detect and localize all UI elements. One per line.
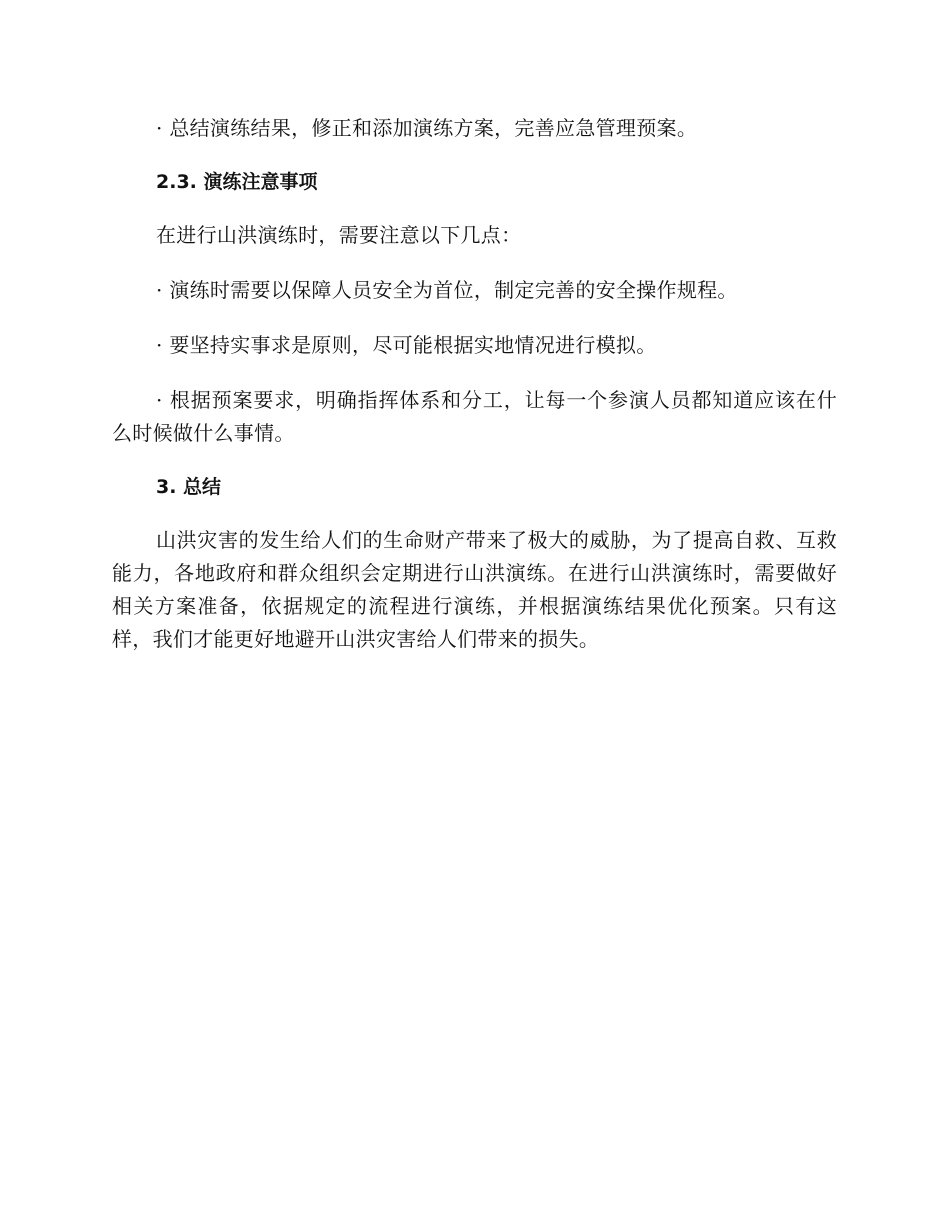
bullet-summary: · 总结演练结果，修正和添加演练方案，完善应急管理预案。 <box>156 116 698 140</box>
section-heading-2-3: 2.3. 演练注意事项 <box>156 171 318 193</box>
bullet-item-realism: · 要坚持实事求是原则，尽可能根据实地情况进行模拟。 <box>156 333 657 357</box>
intro-paragraph: 在进行山洪演练时，需要注意以下几点： <box>156 223 522 247</box>
bullet-item-command: · 根据预案要求，明确指挥体系和分工，让每一个参演人员都知道应该在什么时候做什么事情。 <box>112 388 837 445</box>
bullet-item-safety: · 演练时需要以保障人员安全为首位，制定完善的安全操作规程。 <box>156 278 738 302</box>
conclusion-paragraph: 山洪灾害的发生给人们的生命财产带来了极大的威胁，为了提高自救、互救能力，各地政府和群众组织会定期进行山洪演练。在进行山洪演练时，需要做好相关方案准备，依据规定的流程进行演练，并根据演练结果优化预案。只有这样，我们才能更好地避开山洪灾害给人们带来的损失。 <box>112 528 837 651</box>
document-page <box>112 112 837 656</box>
section-heading-3: 3. 总结 <box>156 476 222 498</box>
